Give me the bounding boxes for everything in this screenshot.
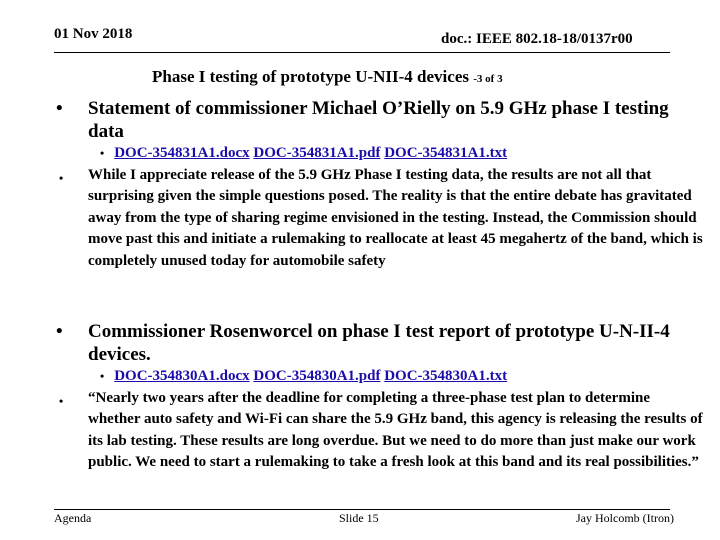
rosenworcel-docx-link[interactable]: DOC-354830A1.docx: [114, 368, 250, 384]
footer-left: Agenda: [54, 511, 92, 525]
footer-slide-number: Slide 15: [339, 511, 379, 525]
bullet-orielly-text: Statement of commissioner Michael O’Rielly on 5.9 GHz phase I testing data: [88, 98, 669, 142]
rosenworcel-txt-link[interactable]: DOC-354830A1.txt: [384, 368, 508, 384]
slide-title: [152, 67, 503, 87]
sub-bullet-dot: •: [100, 146, 105, 160]
header-divider: [54, 52, 670, 53]
sub-bullet-dot: •: [100, 369, 105, 383]
footer-author: Jay Holcomb (Itron): [576, 511, 674, 525]
bullet-orielly-statement: [56, 97, 716, 143]
footer-divider: [54, 509, 670, 510]
rosenworcel-pdf-link[interactable]: DOC-354830A1.pdf: [253, 368, 381, 384]
slide-title-main: Phase I testing of prototype U-NII-4 devices: [152, 67, 469, 86]
bullet-rosenworcel-text: Commissioner Rosenworcel on phase I test report of prototype U-N-II-4 devices.: [88, 321, 670, 365]
rosenworcel-quote: “Nearly two years after the deadline for completing a three-phase test plan to determine whether auto safety and Wi-Fi can share the 5.9 GHz band, this agency is releasing the results of its lab testing. These results are long overdue. But we need to do more than just make our work public. We need to start a rulemaking to take a fresh look at this band and its real possibilities.”: [88, 390, 703, 471]
orielly-txt-link[interactable]: DOC-354831A1.txt: [384, 145, 508, 161]
quote-bullet-dot: •: [59, 171, 64, 185]
header-date: 01 Nov 2018: [54, 26, 133, 42]
orielly-doc-links: [100, 145, 507, 162]
orielly-docx-link[interactable]: DOC-354831A1.docx: [114, 145, 250, 161]
bullet-dot: •: [56, 98, 63, 119]
bullet-rosenworcel-statement: [56, 320, 716, 366]
rosenworcel-doc-links: [100, 368, 507, 385]
orielly-pdf-link[interactable]: DOC-354831A1.pdf: [253, 145, 381, 161]
slide-title-suffix: -3 of 3: [473, 73, 503, 85]
quote-bullet-dot: •: [59, 394, 64, 408]
orielly-quote: While I appreciate release of the 5.9 GHz Phase I testing data, the results are not all that surprising given the simple questions posed. The reality is that the entire debate has gravitated away from the type of sharing regime envisioned in the testing. Instead, the Commission should move past this and initiate a rulemaking to reallocate at least 45 megahertz of the band, which is completely unused today for automobile safety: [88, 167, 703, 269]
bullet-dot: •: [56, 321, 63, 342]
header-doc-ref: doc.: IEEE 802.18-18/0137r00: [441, 31, 633, 47]
